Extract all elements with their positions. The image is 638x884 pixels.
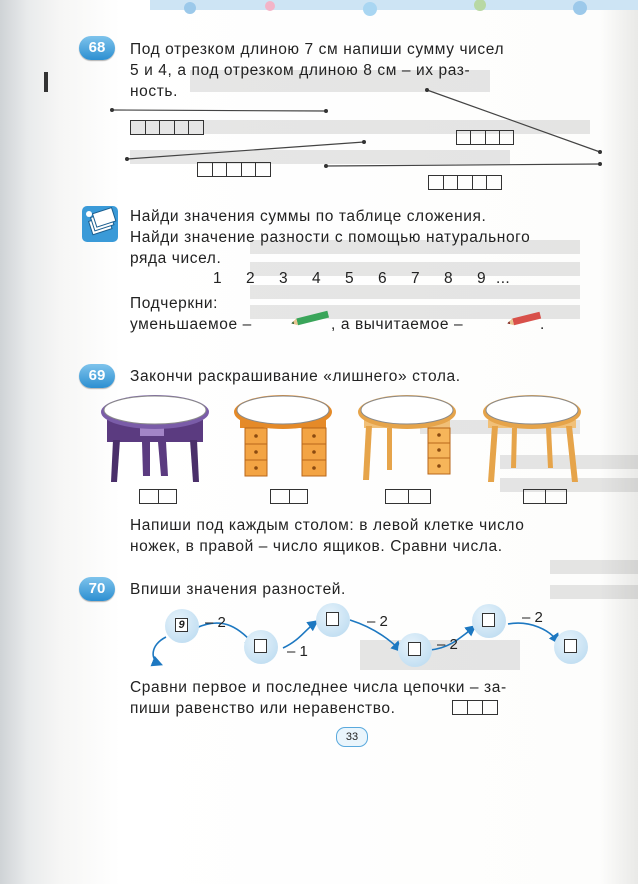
sequence-number: 4: [312, 270, 322, 287]
underline-label: Подчеркни:: [130, 295, 219, 312]
answer-cell[interactable]: [482, 613, 495, 627]
chain-circle: [244, 630, 278, 664]
answer-cell[interactable]: [326, 612, 339, 626]
exercise-68-text-line2: 5 и 4, а под отрезком длиною 8 см – их раз-: [130, 62, 471, 79]
hint-text-line1: Найди значения суммы по таблице сложения.: [130, 208, 487, 225]
exercise-70-title: Впиши значения разностей.: [130, 581, 346, 598]
exercise-70-compare-line1: Сравни первое и последнее числа цепочки – за-: [130, 679, 507, 696]
hint-text-line3: ряда чисел.: [130, 250, 222, 267]
minuend-text: уменьшаемое –: [130, 316, 252, 333]
sequence-number: 2: [246, 270, 256, 287]
answer-cells[interactable]: [452, 700, 498, 715]
answer-cell[interactable]: [564, 639, 577, 653]
exercise-number-badge: 68: [79, 36, 115, 60]
chain-circle-end: [554, 630, 588, 664]
hint-text-line2: Найди значение разности с помощью натурального: [130, 229, 531, 246]
answer-cell[interactable]: [408, 642, 421, 656]
exercise-69-note-line2: ножек, в правой – число ящиков. Сравни числа.: [130, 538, 503, 555]
exercise-70-compare-line2: пиши равенство или неравенство.: [130, 700, 396, 717]
operation-label: – 2: [437, 636, 458, 653]
exercise-68-text-line3: ность.: [130, 83, 179, 100]
end-dot: .: [540, 316, 545, 333]
sequence-number: 6: [378, 270, 388, 287]
chain-circle: [316, 603, 350, 637]
sequence-number: 8: [444, 270, 454, 287]
chain-circle: [472, 604, 506, 638]
page-number: 33: [336, 727, 368, 747]
answer-cell[interactable]: [254, 639, 267, 653]
exercise-68-text-line1: Под отрезком длиною 7 см напиши сумму чисел: [130, 41, 505, 58]
subtrahend-text: , а вычитаемое –: [331, 316, 464, 333]
start-value-cell: 9: [175, 618, 188, 632]
operation-label: – 2: [522, 609, 543, 626]
exercise-number-badge: 70: [79, 577, 115, 601]
sequence-number: 1: [213, 270, 223, 287]
operation-label: – 2: [205, 614, 226, 631]
sequence-number: 3: [279, 270, 289, 287]
operation-label: – 2: [367, 613, 388, 630]
operation-label: – 1: [287, 643, 308, 660]
sequence-number: 5: [345, 270, 355, 287]
sequence-number: 7: [411, 270, 421, 287]
chain-circle-start: [165, 609, 199, 643]
sequence-ellipsis: ...: [496, 270, 511, 287]
exercise-number-badge: 69: [79, 364, 115, 388]
exercise-69-title: Закончи раскрашивание «лишнего» стола.: [130, 368, 461, 385]
exercise-69-note-line1: Напиши под каждым столом: в левой клетке число: [130, 517, 525, 534]
chain-circle: [398, 633, 432, 667]
sequence-number: 9: [477, 270, 487, 287]
